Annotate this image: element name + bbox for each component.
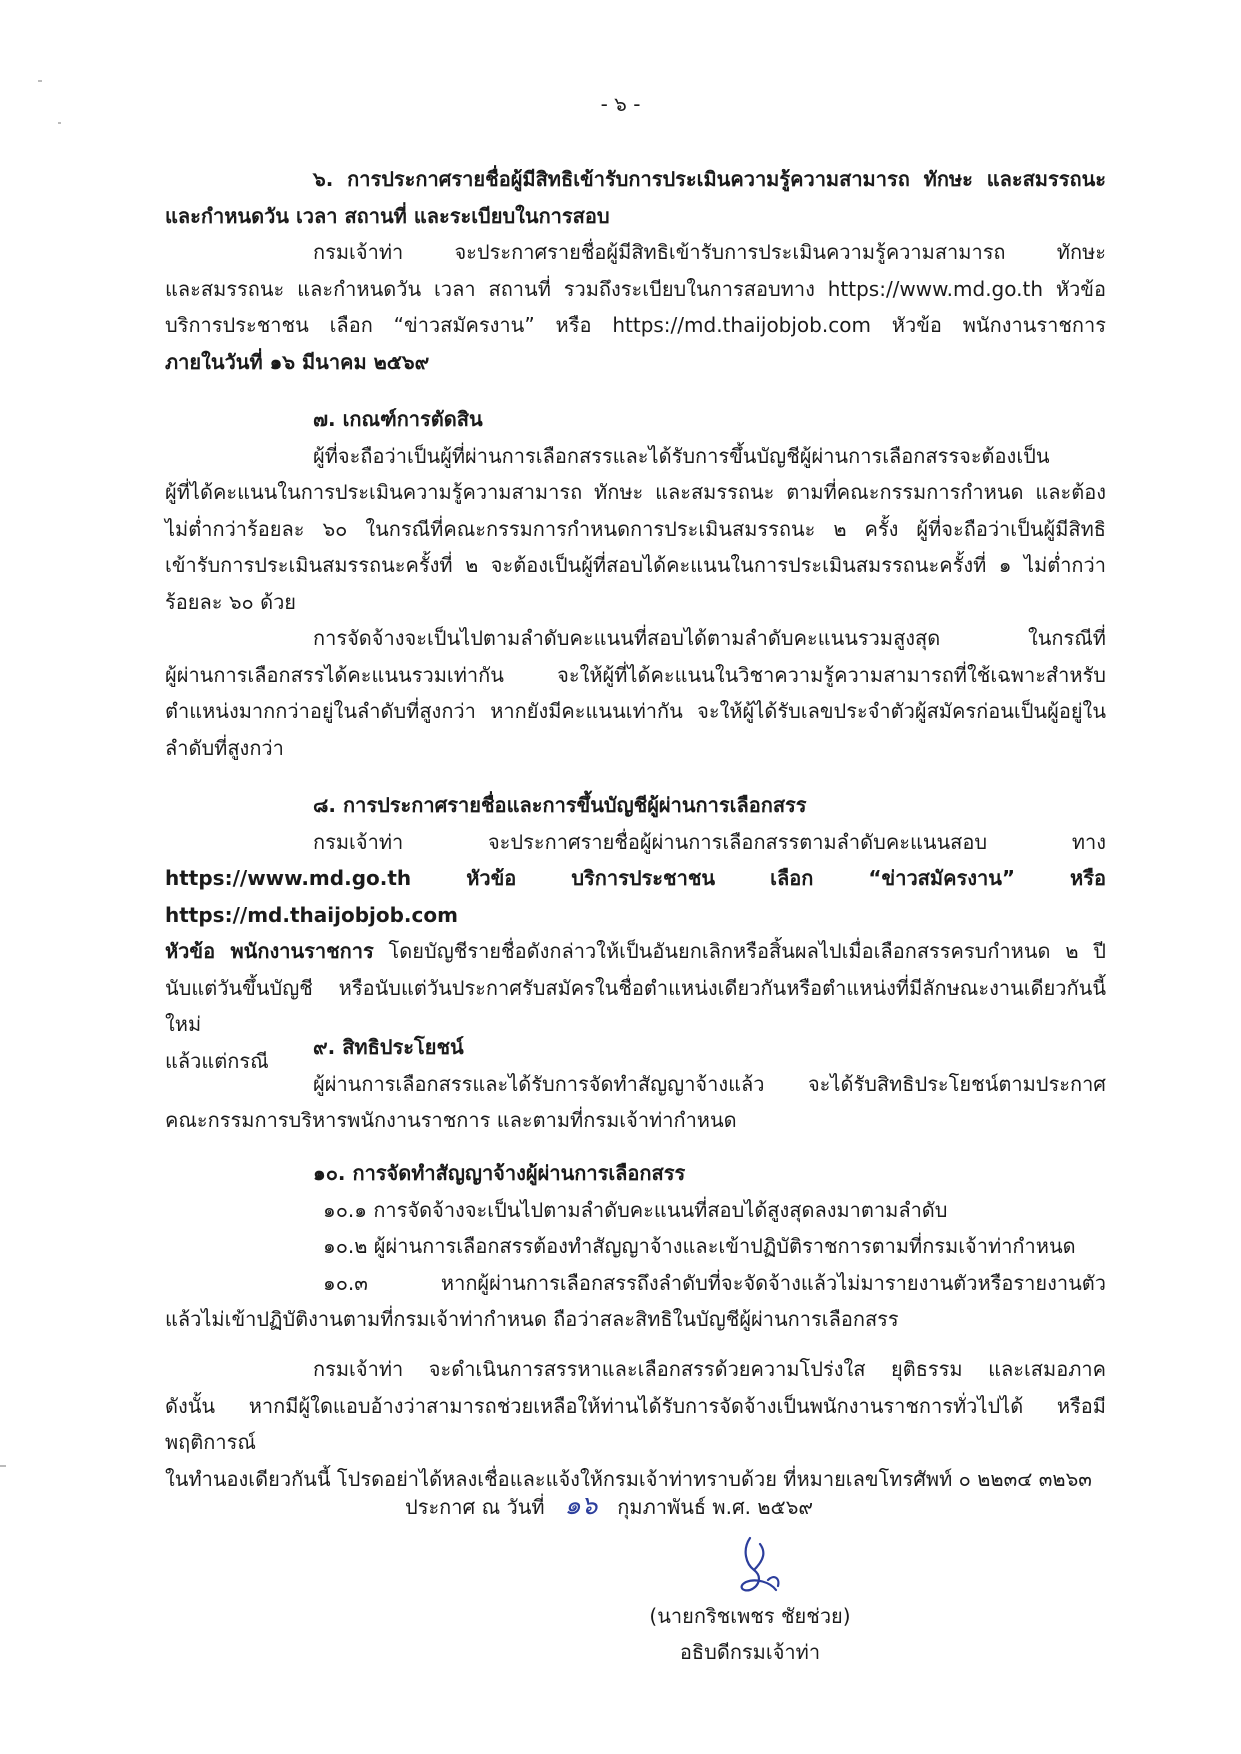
section-6-heading: ๖. การประกาศรายชื่อผู้มีสิทธิเข้ารับการประเมินความรู้ความสามารถ ทักษะ และสมรรถนะ	[313, 167, 1106, 191]
section-6-body-line: บริการประชาชน เลือก “ข่าวสมัครงาน” หรือ https://md.thaijobjob.com หัวข้อ พนักงานราชการ	[165, 313, 1106, 337]
section-8-line-rest: โดยบัญชีรายชื่อดังกล่าวให้เป็นอันยกเลิกหรือสิ้นผลไปเมื่อเลือกสรรครบกำหนด ๒ ปี	[373, 939, 1106, 963]
scan-speck	[38, 80, 42, 82]
section-7-p2-line: ตำแหน่งมากกว่าอยู่ในลำดับที่สูงกว่า หากยังมีคะแนนเท่ากัน จะให้ผู้ได้รับเลขประจำตัวผู้สมัครก่อนเป็นผู้อยู่ใน	[165, 699, 1106, 723]
closing-notice	[165, 1351, 1106, 1497]
section-8-line	[165, 933, 1106, 970]
section-7-p1-line: เข้ารับการประเมินสมรรถนะครั้งที่ ๒ จะต้องเป็นผู้ที่สอบได้คะแนนในการประเมินสมรรถนะครั้งที่ ๑ ไม่ต่ำกว่า	[165, 553, 1106, 577]
section-8-bold-topic: หัวข้อ พนักงานราชการ	[165, 939, 374, 963]
section-8-line: แล้วแต่กรณี	[165, 1048, 269, 1073]
section-6-body-line: กรมเจ้าท่า จะประกาศรายชื่อผู้มีสิทธิเข้ารับการประเมินความรู้ความสามารถ ทักษะ	[313, 240, 1106, 264]
announce-suffix: กุมภาพันธ์ พ.ศ. ๒๕๖๙	[617, 1495, 814, 1519]
section-7-p1-line: ผู้ที่ได้คะแนนในการประเมินความรู้ความสามารถ ทักษะ และสมรรถนะ ตามที่คณะกรรมการกำหนด และต้อง	[165, 480, 1106, 504]
section-6-body-line: และสมรรถนะ และกำหนดวัน เวลา สถานที่ รวมถึงระเบียบในการสอบทาง https://www.md.go.th หัวข้อ	[165, 276, 1106, 301]
section-10	[165, 1155, 1106, 1338]
section-10-item: ๑๐.๒ ผู้ผ่านการเลือกสรรต้องทำสัญญาจ้างและเข้าปฏิบัติราชการตามที่กรมเจ้าท่ากำหนด	[323, 1234, 1076, 1258]
handwritten-signature-icon	[720, 1530, 800, 1600]
announcement-date	[405, 1485, 813, 1526]
section-7-p1-line: ไม่ต่ำกว่าร้อยละ ๖๐ ในกรณีที่คณะกรรมการกำหนดการประเมินสมรรถนะ ๒ ครั้ง ผู้ที่จะถือว่าเป็นผู้มีสิทธิ	[165, 516, 1106, 541]
signer-name: (นายกริชเพชร ชัยช่วย)	[649, 1604, 851, 1628]
closing-line: กรมเจ้าท่า จะดำเนินการสรรหาและเลือกสรรด้วยความโปร่งใส ยุติธรรม และเสมอภาค	[313, 1357, 1106, 1381]
section-7	[165, 401, 1106, 766]
section-9-heading: ๙. สิทธิประโยชน์	[313, 1035, 464, 1059]
scan-speck	[0, 1465, 6, 1467]
section-10-heading: ๑๐. การจัดทำสัญญาจ้างผู้ผ่านการเลือกสรร	[313, 1161, 686, 1185]
section-6	[165, 161, 1106, 380]
section-7-p1-line: ผู้ที่จะถือว่าเป็นผู้ที่ผ่านการเลือกสรรและได้รับการขึ้นบัญชีผู้ผ่านการเลือกสรรจะต้องเป็น	[313, 443, 1050, 468]
section-10-item: ๑๐.๑ การจัดจ้างจะเป็นไปตามลำดับคะแนนที่สอบได้สูงสุดลงมาตามลำดับ	[323, 1197, 948, 1222]
section-7-p2-line: ลำดับที่สูงกว่า	[165, 735, 284, 760]
section-9	[165, 1029, 1106, 1139]
section-8-line: กรมเจ้าท่า จะประกาศรายชื่อผู้ผ่านการเลือกสรรตามลำดับคะแนนสอบ ทาง	[313, 829, 1106, 854]
section-6-deadline: ภายในวันที่ ๑๖ มีนาคม ๒๕๖๙	[165, 349, 430, 374]
section-7-p2-line: ผู้ผ่านการเลือกสรรได้คะแนนรวมเท่ากัน จะให้ผู้ที่ได้คะแนนในวิชาความรู้ความสามารถที่ใช้เฉพาะสำหรับ	[165, 662, 1106, 687]
section-10-item-cont: แล้วไม่เข้าปฏิบัติงานตามที่กรมเจ้าท่ากำหนด ถือว่าสละสิทธิในบัญชีผู้ผ่านการเลือกสรร	[165, 1307, 899, 1331]
section-6-heading-cont: และกำหนดวัน เวลา สถานที่ และระเบียบในการสอบ	[165, 203, 610, 228]
section-8-line: นับแต่วันขึ้นบัญชี หรือนับแต่วันประกาศรับสมัครในชื่อตำแหน่งเดียวกันหรือตำแหน่งที่มีลักษณะงานเดียวกันนี้ใหม่	[165, 975, 1106, 1036]
section-7-p2-line: การจัดจ้างจะเป็นไปตามลำดับคะแนนที่สอบได้ตามลำดับคะแนนรวมสูงสุด ในกรณีที่	[313, 626, 1106, 650]
announce-prefix: ประกาศ ณ วันที่	[405, 1495, 545, 1519]
closing-line: ในทำนองเดียวกันนี้ โปรดอย่าได้หลงเชื่อและแจ้งให้กรมเจ้าท่าทราบด้วย ที่หมายเลขโทรศัพท์ ๐ ๒๒๓๔ ๓๒๖๓	[165, 1466, 1092, 1491]
page-number: - ๖ -	[600, 92, 641, 116]
section-7-heading: ๗. เกณฑ์การตัดสิน	[313, 407, 483, 431]
section-8-heading: ๘. การประกาศรายชื่อและการขึ้นบัญชีผู้ผ่านการเลือกสรร	[313, 793, 807, 817]
closing-line: ดังนั้น หากมีผู้ใดแอบอ้างว่าสามารถช่วยเหลือให้ท่านได้รับการจัดจ้างเป็นพนักงานราชการทั่วไปได้ หรือมีพฤติการณ์	[165, 1393, 1106, 1454]
section-10-item: ๑๐.๓ หากผู้ผ่านการเลือกสรรถึงลำดับที่จะจัดจ้างแล้วไม่มารายงานตัวหรือรายงานตัว	[323, 1270, 1106, 1295]
section-9-line: คณะกรรมการบริหารพนักงานราชการ และตามที่กรมเจ้าท่ากำหนด	[165, 1108, 737, 1132]
section-9-line: ผู้ผ่านการเลือกสรรและได้รับการจัดทำสัญญาจ้างแล้ว จะได้รับสิทธิประโยชน์ตามประกาศ	[313, 1071, 1106, 1096]
section-7-p1-line: ร้อยละ ๖๐ ด้วย	[165, 589, 297, 614]
announce-day-handwritten: ๑๖	[564, 1491, 598, 1521]
scan-speck	[58, 122, 61, 124]
section-8-line: https://www.md.go.th หัวข้อ บริการประชาชน เลือก “ข่าวสมัครงาน” หรือ https://md.thaijobjob.com	[165, 866, 1106, 927]
signer-position: อธิบดีกรมเจ้าท่า	[679, 1640, 821, 1664]
